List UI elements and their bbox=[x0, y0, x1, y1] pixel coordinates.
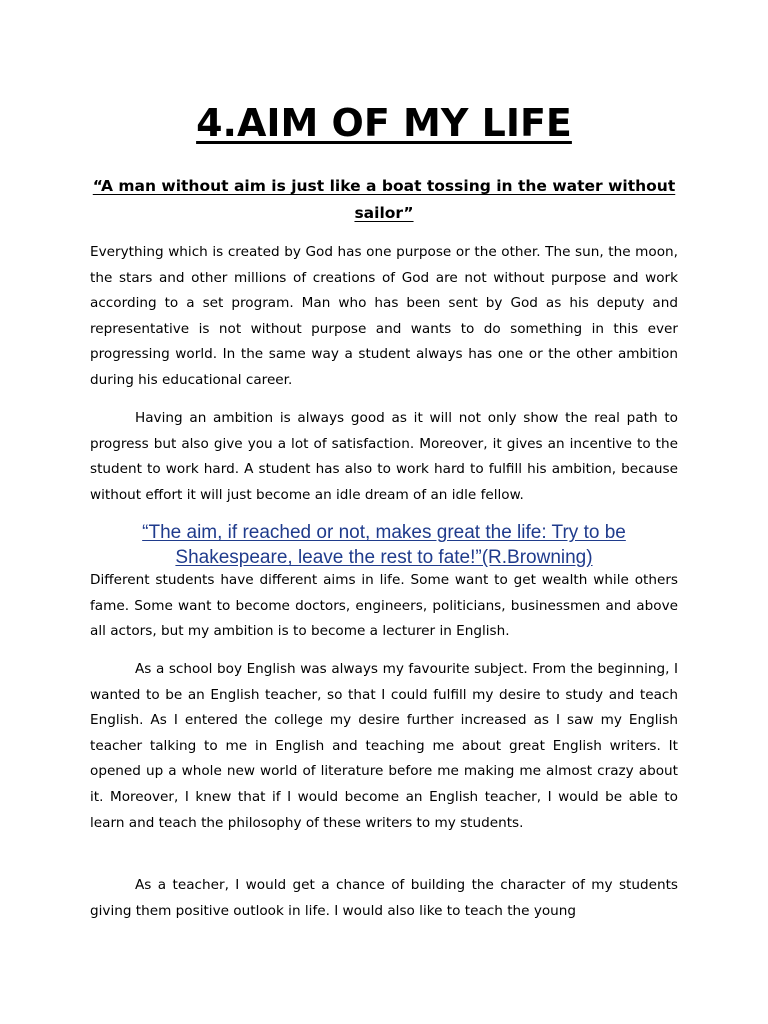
paragraph-4: As a school boy English was always my favourite subject. From the beginning, I wanted to be an English teacher, so that I could fulfill my desire to study and teach English. As I entered the college my desire further increased as I saw my English teacher talking to me in English and teaching me about great English writers. It opened up a whole new world of literature before me making me almost crazy about it. Moreover, I knew that if I would become an English teacher, I would be able to learn and teach the philosophy of these writers to my students. bbox=[90, 661, 678, 831]
paragraph-2: Having an ambition is always good as it will not only show the real path to progress but also give you a lot of satisfaction. Moreover, it gives an incentive to the student to work hard. A student has also to work hard to fulfill his ambition, because without effort it will just become an idle dream of an idle fellow. bbox=[90, 410, 678, 503]
paragraph-3: Different students have different aims in life. Some want to get wealth while others fame. Some want to become doctors, engineers, politicians, businessmen and above all actors, but my ambition is to become a lecturer in English. bbox=[90, 572, 678, 640]
browning-quote: “The aim, if reached or not, makes great the life: Try to be Shakespeare, leave the rest to fate!”(R.Browning) bbox=[142, 522, 626, 568]
paragraph-1: Everything which is created by God has one purpose or the other. The sun, the moon, the stars and other millions of creations of God are not without purpose and work according to a set program. Man who has been sent by God as his deputy and representative is not without purpose and wants to do something in this ever progressing world. In the same way a student always has one or the other ambition during his educational career. bbox=[90, 244, 678, 388]
paragraph-5: As a teacher, I would get a chance of building the character of my students giving them positive outlook in life. I would also like to teach the young bbox=[90, 877, 678, 919]
page-title: 4.AIM OF MY LIFE bbox=[196, 101, 572, 145]
opening-quote: “A man without aim is just like a boat tossing in the water without sailor” bbox=[92, 177, 676, 222]
